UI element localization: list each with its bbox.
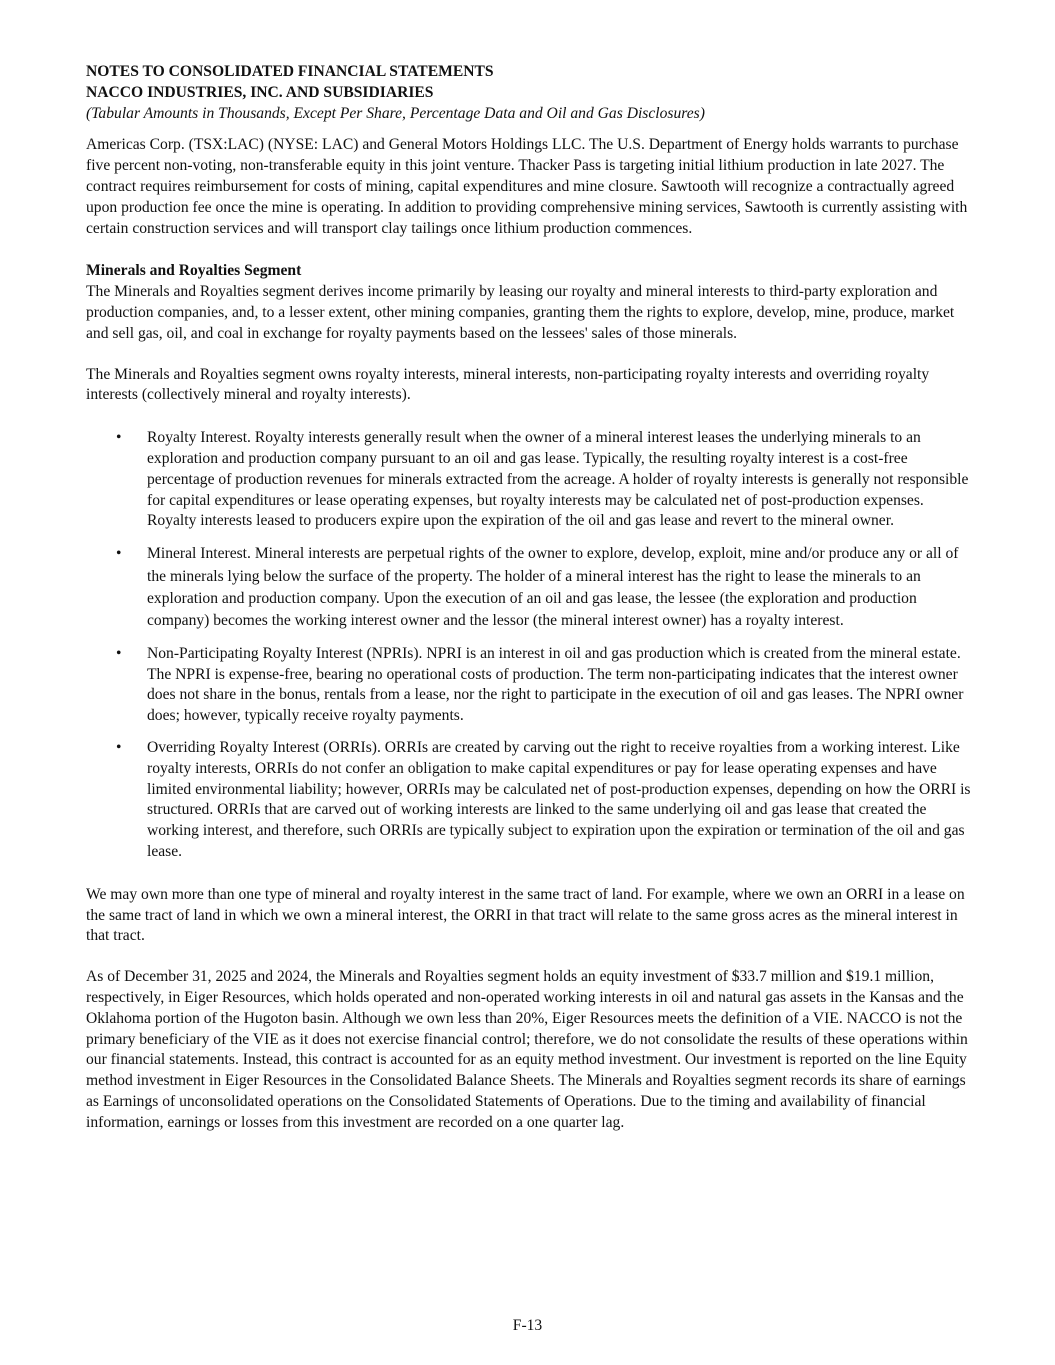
document-page	[86, 62, 972, 1134]
list-item-royalty-interest	[86, 428, 972, 532]
intro-paragraph: Americas Corp. (TSX:LAC) (NYSE: LAC) and General Motors Holdings LLC. The U.S. Department of Energy holds warrants to purchase five percent non-voting, non-transferable equity in this joint venture. Thacker Pass is targeting initial lithium production in late 2027. The contract requires reimbursement for costs of mining, capital expenditures and mine closure. Sawtooth will recognize a contractually agreed upon production fee once the mine is operating. In addition to providing comprehensive mining services, Sawtooth is currently assisting with certain construction services and will transport clay tailings once lithium production commences.	[86, 136, 968, 237]
list-item-text: Overriding Royalty Interest (ORRIs). ORRIs are created by carving out the right to receive royalties from a working interest. Like royalty interests, ORRIs do not confer an obligation to make capital expenditures or pay for lease operating expenses and have limited environmental liability; however, ORRIs may be calculated net of post-production expenses, depending on how the ORRI is structured. ORRIs that are carved out of working interests are linked to the same underlying oil and gas lease that created the working interest, and therefore, such ORRIs are typically subject to expiration upon the expiration or termination of the oil and gas lease.	[147, 738, 971, 860]
header-subtitle: (Tabular Amounts in Thousands, Except Per Share, Percentage Data and Oil and Gas Disclosures)	[86, 104, 705, 122]
list-item-text: Royalty Interest. Royalty interests generally result when the owner of a mineral interest leases the underlying minerals to an exploration and production company pursuant to an oil and gas lease. Typically, the resulting royalty interest is a cost-free percentage of production revenues for minerals extracted from the acreage. A holder of royalty interests is generally not responsible for capital expenditures or lease operating expenses, but royalty interests may be calculated net of post-production expenses. Royalty interests leased to producers expire upon the expiration of the oil and gas lease and revert to the mineral owner.	[147, 429, 969, 530]
section-paragraph-3: We may own more than one type of mineral and royalty interest in the same tract of land. For example, where we own an ORRI in a lease on the same tract of land in which we own a mineral interest, the ORRI in that tract will relate to the same gross acres as the mineral interest in that tract.	[86, 885, 965, 945]
bullet-icon: •	[116, 644, 122, 662]
list-item-text: Non-Participating Royalty Interest (NPRIs). NPRI is an interest in oil and gas production which is created from the mineral estate. The NPRI is expense-free, bearing no operational costs of production. The term non-participating indicates that the interest owner does not share in the bonus, rentals from a lease, nor the right to participate in the execution of oil and gas leases. The NPRI owner does; however, typically receive royalty payments.	[147, 644, 964, 725]
list-item-text: Mineral Interest. Mineral interests are perpetual rights of the owner to explore, develop, exploit, mine and/or produce any or all of the minerals lying below the surface of the property. The holder of a mineral interest has the right to lease the minerals to an exploration and production company. Upon the execution of an oil and gas lease, the lessee (the exploration and production company) becomes the working interest owner and the lessor (the mineral interest owner) has a royalty interest.	[147, 545, 959, 630]
header-company: NACCO INDUSTRIES, INC. AND SUBSIDIARIES	[86, 83, 434, 101]
bullet-icon: •	[116, 545, 122, 563]
bullet-icon: •	[116, 429, 122, 447]
section-paragraph-4: As of December 31, 2025 and 2024, the Minerals and Royalties segment holds an equity investment of $33.7 million and $19.1 million, respectively, in Eiger Resources, which holds operated and non-operated working interests in oil and natural gas assets in the Kansas and the Oklahoma portion of the Hugoton basin. Although we own less than 20%, Eiger Resources meets the definition of a VIE. NACCO is not the primary beneficiary of the VIE as it does not exercise financial control; therefore, we do not consolidate the results of these operations within our financial statements. Instead, this contract is accounted for as an equity method investment. Our investment is reported on the line Equity method investment in Eiger Resources in the Consolidated Balance Sheets. The Minerals and Royalties segment records its share of earnings as Earnings of unconsolidated operations on the Consolidated Statements of Operations. Due to the timing and availability of financial information, earnings or losses from this investment are recorded on a one quarter lag.	[86, 968, 968, 1131]
page-number: F-13	[512, 1317, 543, 1334]
list-item-npri	[86, 644, 972, 727]
section-paragraph-1: The Minerals and Royalties segment derives income primarily by leasing our royalty and mineral interests to third-party exploration and production companies, and, to a lesser extent, other mining companies, granting them the rights to explore, develop, mine, produce, market and sell gas, oil, and coal in exchange for royalty payments based on the lessees' sales of those minerals.	[86, 283, 955, 342]
section-paragraph-2: The Minerals and Royalties segment owns royalty interests, mineral interests, non-participating royalty interests and overriding royalty interests (collectively mineral and royalty interests).	[86, 365, 930, 404]
list-item-orri	[86, 738, 972, 863]
section-heading: Minerals and Royalties Segment	[86, 262, 302, 280]
header-title: NOTES TO CONSOLIDATED FINANCIAL STATEMENTS	[86, 63, 494, 80]
bullet-icon: •	[116, 738, 122, 756]
interest-types-list	[86, 428, 972, 863]
list-item-mineral-interest	[86, 543, 972, 633]
